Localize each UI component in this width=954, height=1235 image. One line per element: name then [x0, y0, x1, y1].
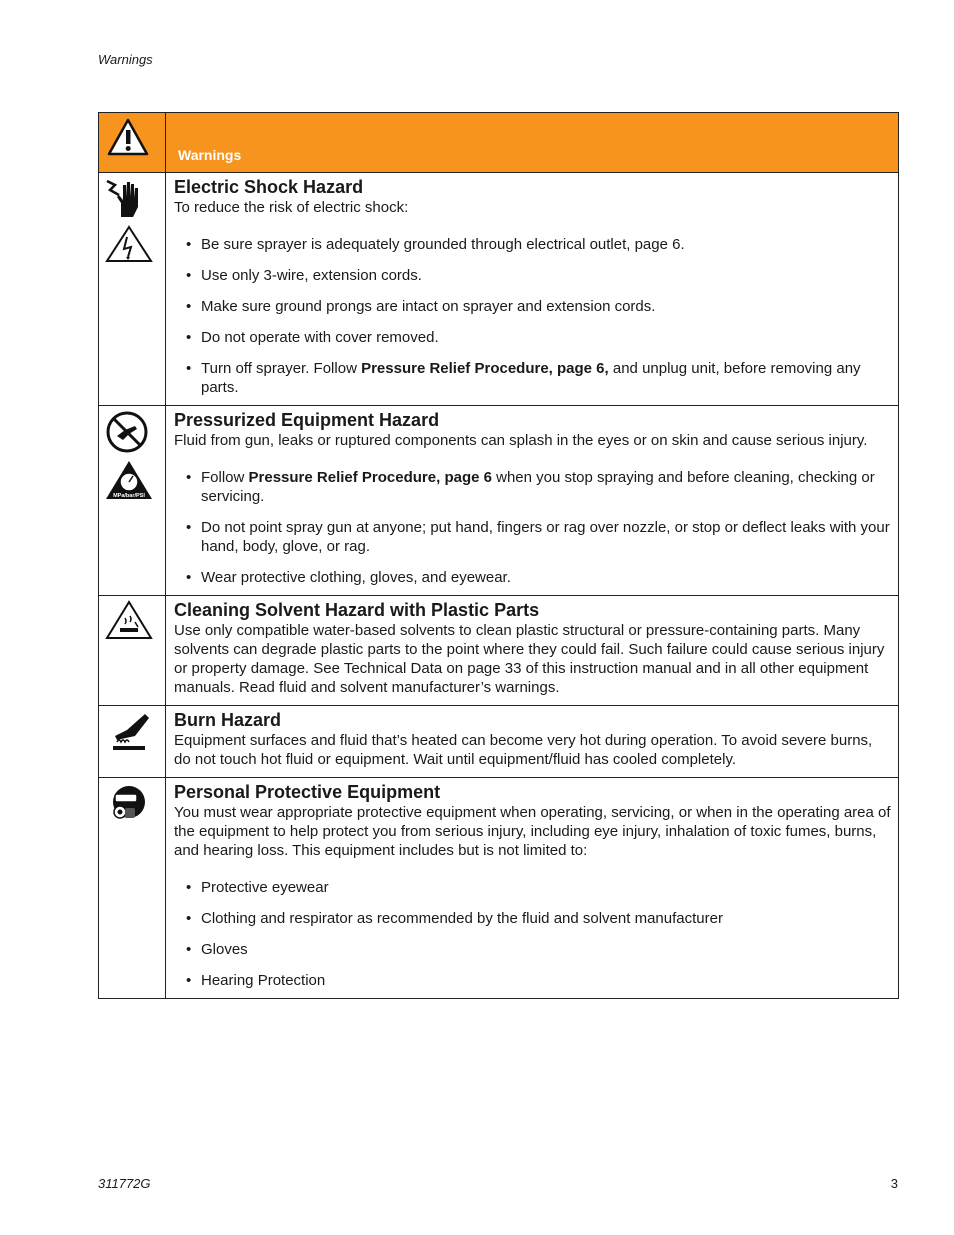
- electric-shock-title: Electric Shock Hazard: [174, 177, 364, 197]
- document-number: 311772G: [98, 1176, 151, 1191]
- warnings-title: Warnings: [166, 113, 899, 173]
- cleaning-solvent-title: Cleaning Solvent Hazard with Plastic Parts: [174, 600, 540, 620]
- electric-shock-row: [99, 173, 899, 406]
- list-item: • Hearing Protection: [174, 971, 892, 990]
- cleaning-solvent-text: Use only compatible water-based solvents to clean plastic structural or pressure-containing parts. Many solvents can degrade plastic parts to the point where they could fail. Such failure could cause serious injury or property damage. See Technical Data on page 33 of this instruction manual and in all other equipment manuals. Read fluid and solvent manufacturer’s warnings.: [174, 622, 885, 696]
- list-item: • Clothing and respirator as recommended by the fluid and solvent manufacturer: [174, 909, 892, 928]
- warnings-table: [98, 112, 899, 999]
- ppe-title: Personal Protective Equipment: [174, 782, 441, 802]
- list-item: [174, 359, 892, 397]
- gauge-units-label: MPa/bar/PSI: [113, 493, 145, 499]
- list-item: • Do not operate with cover removed.: [174, 328, 892, 347]
- solvent-hazard-icon: [105, 600, 153, 640]
- text-run: Turn off sprayer. Follow: [201, 360, 362, 377]
- section-header-label: Warnings: [98, 52, 153, 67]
- text-run: and unplug unit, before removing any parts.: [201, 360, 861, 396]
- warning-triangle-icon: [107, 117, 149, 157]
- list-item: • Do not point spray gun at anyone; put hand, fingers or rag over nozzle, or stop or deflect leaks with your hand, body, glove, or rag.: [174, 518, 892, 556]
- electric-shock-list: [174, 235, 892, 397]
- pressure-relief-reference: Pressure Relief Procedure, page 6: [248, 469, 492, 486]
- burn-hazard-title: Burn Hazard: [174, 710, 282, 730]
- page-number: 3: [890, 1176, 898, 1191]
- warnings-header-row: [99, 113, 899, 173]
- list-item: • Wear protective clothing, gloves, and eyewear.: [174, 568, 892, 587]
- list-item: • Protective eyewear: [174, 878, 892, 897]
- list-item: • Be sure sprayer is adequately grounded through electrical outlet, page 6.: [174, 235, 892, 254]
- text-run: Follow: [201, 469, 249, 486]
- no-hand-injection-icon: [105, 410, 149, 454]
- pressure-relief-reference: Pressure Relief Procedure, page 6,: [361, 360, 609, 377]
- list-item: • Gloves: [174, 940, 892, 959]
- electric-shock-triangle-icon: [105, 225, 153, 263]
- list-item: • Make sure ground prongs are intact on sprayer and extension cords.: [174, 297, 892, 316]
- pressurized-equipment-row: [99, 406, 899, 596]
- pressurized-equipment-title: Pressurized Equipment Hazard: [174, 410, 440, 430]
- burn-hazard-row: [99, 706, 899, 778]
- pressurized-equipment-intro: Fluid from gun, leaks or ruptured components can splash in the eyes or on skin and cause serious injury.: [174, 432, 868, 449]
- ppe-intro: You must wear appropriate protective equipment when operating, servicing, or when in the operating area of the equipment to help protect you from serious injury, including eye injury, inhalation of toxic fumes, burns, and hearing loss. This equipment includes but is not limited to:: [174, 804, 891, 859]
- ppe-list: [174, 878, 892, 990]
- text-run: when you stop spraying and before cleaning, checking or servicing.: [201, 469, 875, 505]
- pressure-gauge-icon: [105, 460, 153, 500]
- protective-gear-icon: [105, 782, 149, 826]
- cleaning-solvent-row: [99, 596, 899, 706]
- list-item: [174, 468, 892, 506]
- hot-surface-icon: [105, 710, 153, 754]
- ppe-row: [99, 778, 899, 999]
- burn-hazard-text: Equipment surfaces and fluid that’s heated can become very hot during operation. To avoid severe burns, do not touch hot fluid or equipment. Wait until equipment/fluid has cooled completely.: [174, 732, 873, 768]
- pressurized-equipment-list: [174, 468, 892, 587]
- list-item: • Use only 3-wire, extension cords.: [174, 266, 892, 285]
- electric-shock-intro: To reduce the risk of electric shock:: [174, 199, 409, 216]
- electric-hand-icon: [105, 177, 143, 219]
